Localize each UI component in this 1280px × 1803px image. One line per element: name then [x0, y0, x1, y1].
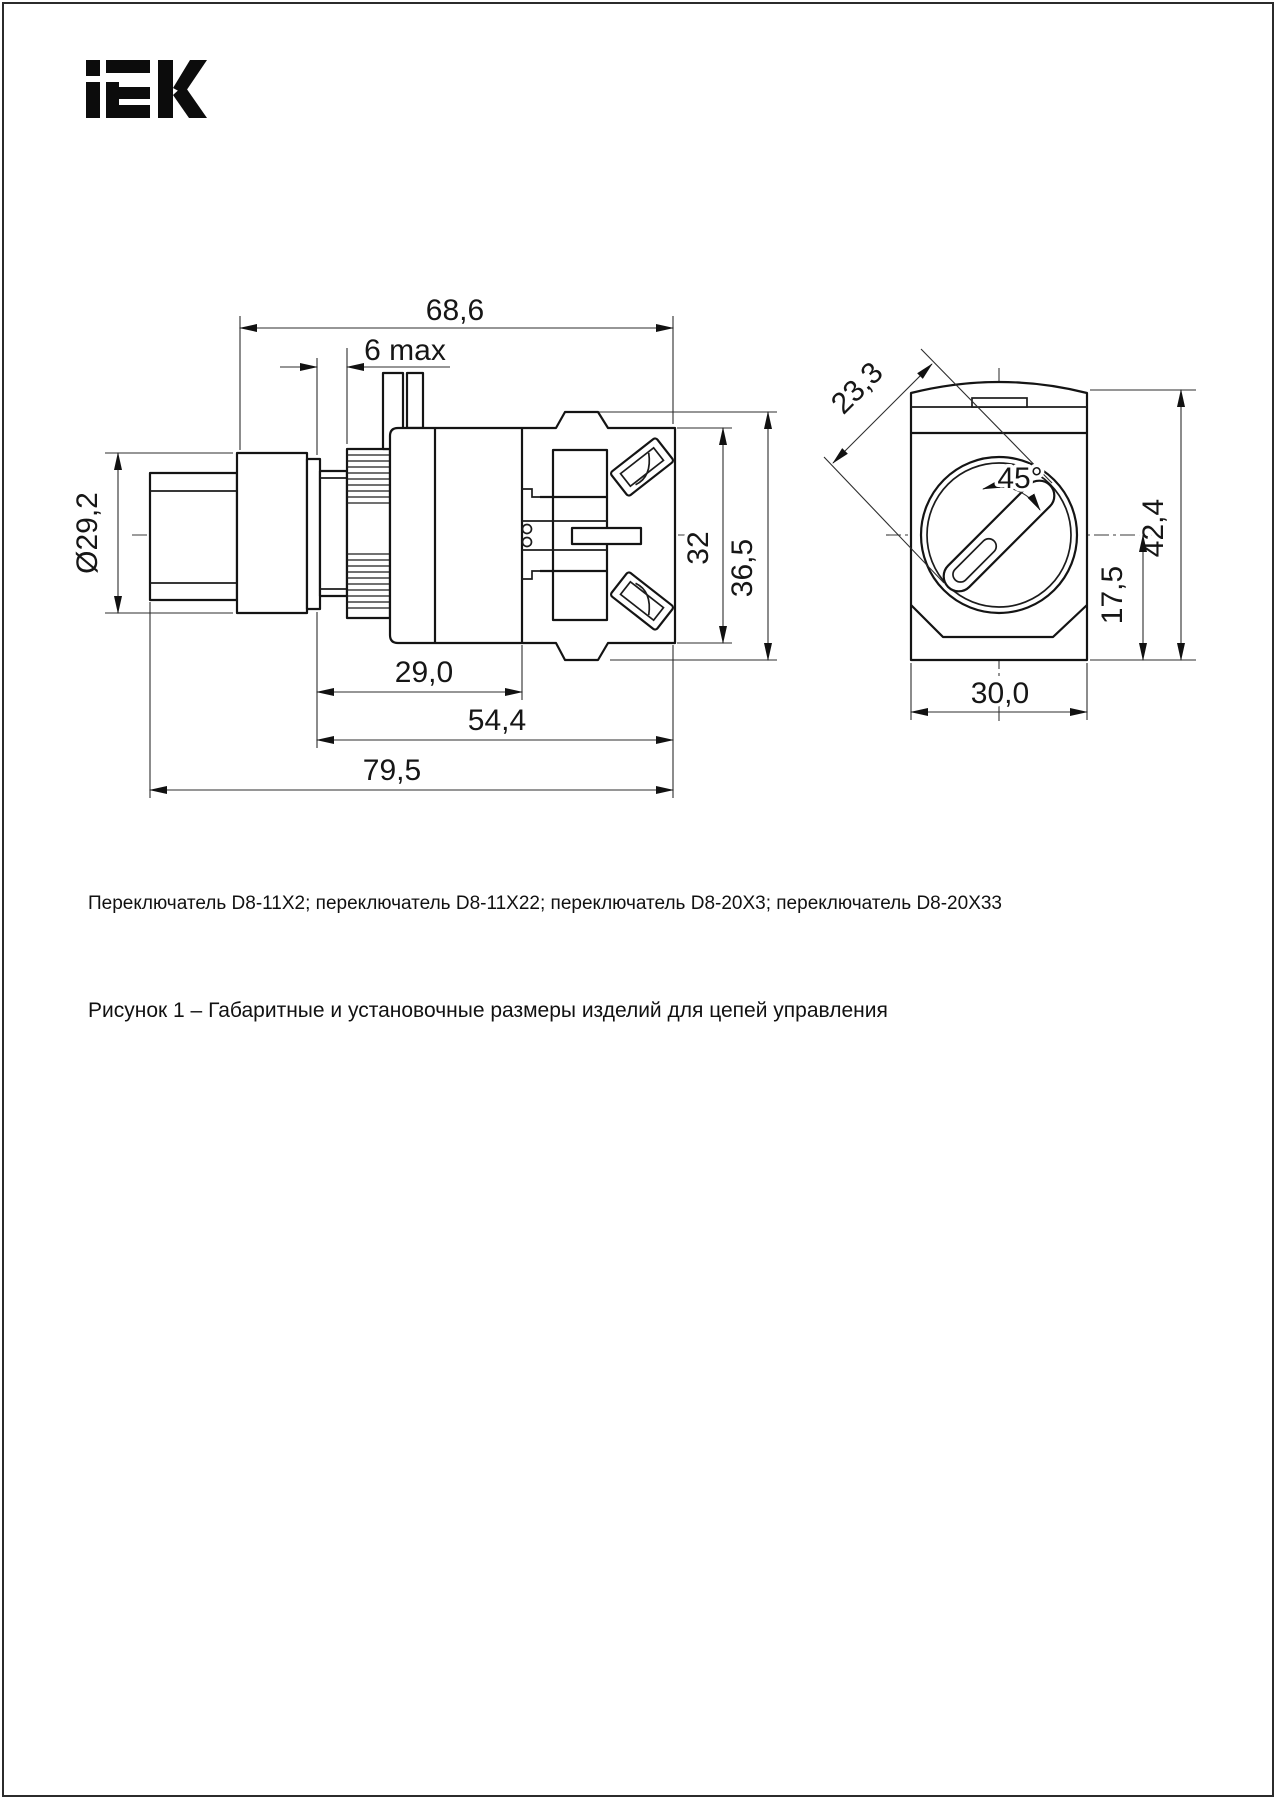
dim-rotation-angle-label: 45°: [997, 462, 1043, 495]
center-screw: [572, 528, 641, 544]
iek-logo-glyphs: [86, 60, 207, 118]
dim-body-width-label: 30,0: [970, 677, 1030, 710]
terminal-rivet-bottom: [523, 538, 532, 547]
side-view: [132, 373, 702, 660]
dim-body-width: [911, 663, 1087, 720]
spacer-nut: [320, 471, 347, 596]
front-view: [886, 368, 1160, 722]
dim-center-to-bottom-label: 17,5: [1096, 565, 1129, 625]
figure-caption-text: Рисунок 1 – Габаритные и установочные размеры изделий для цепей управления: [88, 999, 888, 1022]
front-top-tab: [972, 398, 1027, 407]
dim-total-length-label: 79,5: [362, 754, 422, 787]
dim-panel-thickness-label: 6 max: [364, 334, 446, 367]
dim-total-height-label: 42,4: [1137, 498, 1170, 558]
iek-logo: [86, 60, 208, 118]
dim-center-to-bottom: [1096, 535, 1143, 660]
washer: [307, 459, 320, 609]
technical-drawing: [60, 240, 1230, 820]
product-list-text: Переключатель D8-11X2; переключатель D8-11X22; переключатель D8-20X3; переключатель D8-20X33: [88, 893, 1002, 914]
dim-mid-length-label: 54,4: [467, 704, 527, 737]
knob-cap: [150, 473, 237, 600]
dim-body-depth-label: 29,0: [394, 656, 454, 689]
dim-total-width-label: 68,6: [425, 294, 485, 327]
key-tab-right: [407, 373, 423, 428]
dim-body-height: [677, 428, 732, 643]
dim-body-height-label: 32: [682, 531, 715, 565]
dim-handle-length-label: 23,3: [824, 355, 890, 421]
terminal-rivet-top: [523, 525, 532, 534]
threaded-bushing: [347, 449, 390, 618]
dim-max-height-label: 36,5: [726, 538, 759, 598]
dim-knob-diameter-label: Ø29,2: [71, 492, 104, 574]
knob-flange: [237, 453, 307, 613]
